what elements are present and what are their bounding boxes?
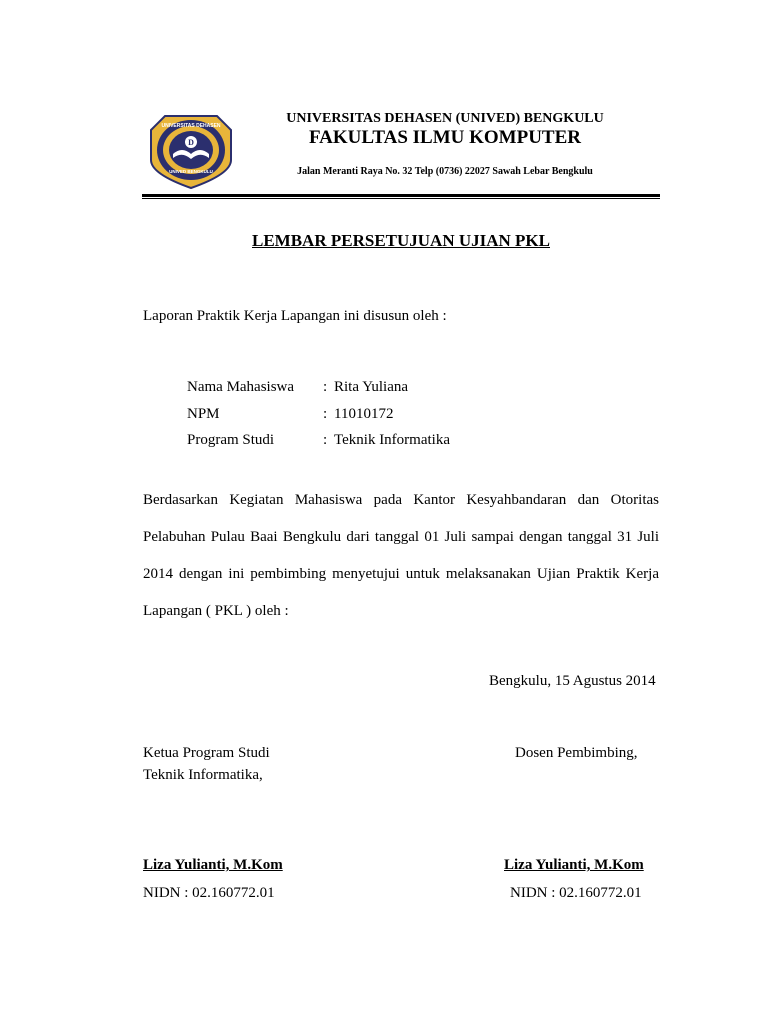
right-role-line1: Dosen Pembimbing, — [515, 745, 638, 761]
intro-text: Laporan Praktik Kerja Lapangan ini disusun oleh : — [143, 308, 447, 324]
logo-letter: D — [188, 138, 194, 147]
paragraph-line: Berdasarkan Kegiatan Mahasiswa pada Kantor Kesyahbandaran dan Otoritas — [143, 492, 659, 508]
letterhead-address: Jalan Meranti Raya No. 32 Telp (0736) 22027 Sawah Lebar Bengkulu — [297, 166, 593, 177]
left-signatory-name: Liza Yulianti, M.Kom — [143, 857, 283, 873]
university-logo — [145, 108, 237, 190]
left-role-line2: Teknik Informatika, — [143, 767, 263, 783]
field-label-npm: NPM — [187, 406, 220, 422]
field-label-name: Nama Mahasiswa — [187, 379, 295, 395]
left-role-line1: Ketua Program Studi — [143, 745, 270, 761]
body-paragraph — [143, 482, 659, 630]
paragraph-line: 2014 dengan ini pembimbing menyetujui untuk melaksanakan Ujian Praktik Kerja — [143, 566, 659, 582]
paragraph-line: Pelabuhan Pulau Baai Bengkulu dari tanggal 01 Juli sampai dengan tanggal 31 Juli — [143, 529, 659, 545]
document-title: LEMBAR PERSETUJUAN UJIAN PKL — [252, 231, 550, 250]
right-signatory-name: Liza Yulianti, M.Kom — [504, 857, 644, 873]
logo-text-top: UNIVERSITAS DEHASEN — [161, 123, 221, 129]
right-nidn: NIDN : 02.160772.01 — [510, 885, 642, 901]
logo-text-bottom: UNIVED BENGKULU — [169, 169, 213, 174]
letterhead-rule-thin — [142, 198, 660, 199]
faculty-name: FAKULTAS ILMU KOMPUTER — [308, 127, 581, 148]
letterhead-rule-thick — [142, 194, 660, 197]
field-colon: : — [323, 406, 328, 422]
paragraph-line: Lapangan ( PKL ) oleh : — [143, 603, 289, 619]
field-colon: : — [323, 379, 328, 395]
field-value-npm: 11010172 — [334, 406, 394, 422]
left-nidn: NIDN : 02.160772.01 — [143, 885, 275, 901]
field-colon: : — [323, 432, 328, 448]
field-label-program: Program Studi — [187, 432, 275, 448]
field-value-program: Teknik Informatika — [334, 432, 450, 448]
place-date: Bengkulu, 15 Agustus 2014 — [489, 673, 656, 689]
university-name: UNIVERSITAS DEHASEN (UNIVED) BENGKULU — [286, 111, 604, 126]
field-value-name: Rita Yuliana — [334, 379, 409, 395]
